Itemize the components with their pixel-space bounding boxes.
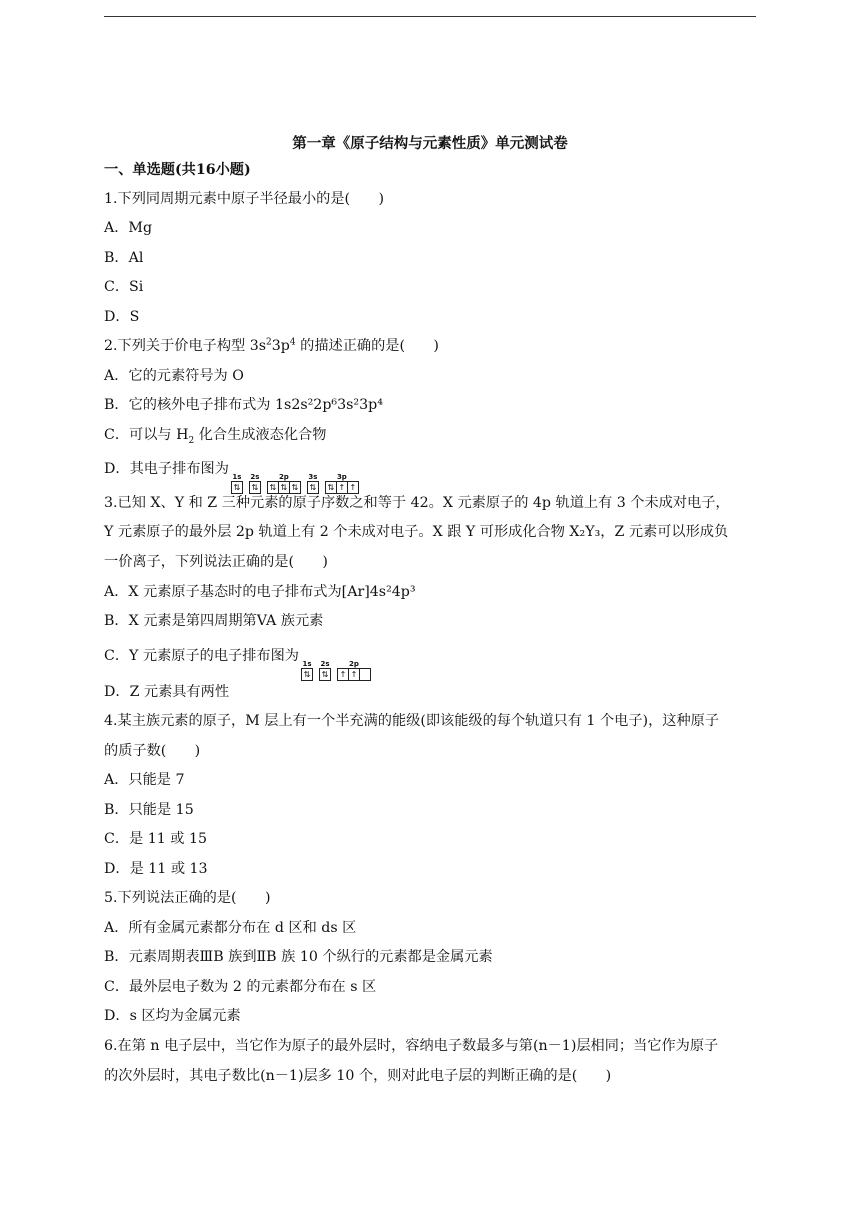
orbital-box: ⇅	[326, 482, 337, 493]
orbital-label: 3s	[308, 473, 318, 481]
q1-option-c: C．Si	[104, 279, 144, 295]
page-title: 第一章《原子结构与元素性质》单元测试卷	[292, 135, 568, 152]
q5-option-c: C．最外层电子数为 2 的元素都分布在 s 区	[104, 979, 377, 995]
orbital-group	[231, 473, 243, 494]
q6-stem-line2: 的次外层时，其电子数比(n－1)层多 10 个，则对此电子层的判断正确的是( )	[104, 1068, 612, 1084]
orbital-box: ⇅	[268, 482, 279, 493]
q4-stem-line1: 4.某主族元素的原子，M 层上有一个半充满的能级(即该能级的每个轨道只有 1 个电子)，这种原子	[104, 713, 720, 729]
orbital-group	[325, 473, 359, 494]
q1-option-b: B．Al	[104, 250, 144, 266]
q3-option-a: A．X 元素原子基态时的电子排布式为[Ar]4s²4p³	[104, 584, 416, 600]
orbital-box: ⇅	[303, 670, 311, 679]
q5-stem: 5.下列说法正确的是( )	[104, 890, 271, 906]
orbital-group	[307, 473, 319, 494]
orbital-group	[267, 473, 301, 494]
orbital-label: 1s	[302, 660, 312, 668]
orbital-box: ↑	[338, 669, 349, 680]
q6-stem-line1: 6.在第 n 电子层中，当它作为原子的最外层时，容纳电子数最多与第(n－1)层相同；当它作为原子	[104, 1038, 719, 1054]
orbital-box: ↑	[349, 669, 360, 680]
q2-option-b: B．它的核外电子排布式为 1s2s²2p⁶3s²3p⁴	[104, 397, 383, 413]
q3-option-d: D．Z 元素具有两性	[104, 684, 230, 700]
orbital-label: 2p	[349, 660, 359, 668]
orbital-group	[249, 473, 261, 494]
orbital-diagram	[231, 473, 359, 494]
header-rule	[104, 16, 756, 17]
q4-option-c: C．是 11 或 15	[104, 831, 208, 847]
orbital-box: ⇅	[233, 483, 241, 492]
q1-stem: 1.下列同周期元素中原子半径最小的是( )	[104, 191, 384, 207]
orbital-box: ⇅	[291, 483, 299, 492]
q5-option-b: B．元素周期表ⅢB 族到ⅡB 族 10 个纵行的元素都是金属元素	[104, 949, 493, 965]
q5-option-d: D．s 区均为金属元素	[104, 1008, 241, 1024]
orbital-box	[360, 669, 370, 680]
orbital-label: 3p	[336, 473, 347, 481]
q4-option-b: B．只能是 15	[104, 802, 194, 818]
orbital-box: ⇅	[309, 483, 317, 492]
q2-stem: 2.下列关于价电子构型 $3s^23p^4$ 的描述正确的是( )	[104, 337, 439, 354]
orbital-box: ⇅	[321, 670, 329, 679]
q4-stem-line2: 的质子数( )	[104, 743, 201, 759]
orbital-boxes	[301, 668, 313, 681]
orbital-box: ⇅	[251, 483, 259, 492]
q3-option-c: C．Y 元素原子的电子排布图为 1s ⇅ 2s ⇅ 2p ↑ ↑	[104, 646, 371, 681]
q3-option-b: B．X 元素是第四周期第VA 族元素	[104, 613, 324, 629]
q3-stem-line2: Y 元素原子的最外层 2p 轨道上有 2 个未成对电子。X 跟 Y 可形成化合物 X₂Y₃，Z 元素可以形成负	[104, 524, 729, 540]
orbital-group	[319, 660, 331, 681]
orbital-group	[337, 660, 371, 681]
orbital-label: 2p	[278, 473, 289, 481]
q4-option-a: A．只能是 7	[104, 772, 185, 788]
orbital-box: ⇅	[279, 482, 290, 493]
orbital-diagram	[301, 660, 371, 681]
orbital-box: ↑	[349, 483, 357, 492]
q2-option-c: C．可以与 $H_2$ 化合生成液态化合物	[104, 427, 327, 446]
orbital-boxes	[337, 668, 371, 681]
q2-option-a: A．它的元素符号为 O	[104, 368, 244, 384]
orbital-label: 2s	[320, 660, 330, 668]
section-heading: 一、单选题(共16小题)	[104, 162, 251, 178]
orbital-box: ↑	[337, 482, 348, 493]
q4-option-d: D．是 11 或 13	[104, 861, 208, 877]
q3-stem-line1: 3.已知 X、Y 和 Z 三种元素的原子序数之和等于 42。X 元素原子的 4p 轨道上有 3 个未成对电子，	[104, 495, 730, 511]
orbital-group	[301, 660, 313, 681]
orbital-boxes	[319, 668, 331, 681]
q2-option-d: D．其电子排布图为 1s ⇅ 2s ⇅ 2p ⇅ ⇅ ⇅ 3s ⇅ 3p ⇅ ↑ ↑	[104, 459, 359, 494]
q3-stem-line3: 一价离子，下列说法正确的是( )	[104, 554, 328, 570]
q1-option-d: D．S	[104, 309, 140, 325]
orbital-label: 1s	[232, 473, 242, 481]
q5-option-a: A．所有金属元素都分布在 d 区和 ds 区	[104, 920, 357, 936]
orbital-label: 2s	[250, 473, 260, 481]
q1-option-a: A．Mg	[104, 220, 153, 236]
